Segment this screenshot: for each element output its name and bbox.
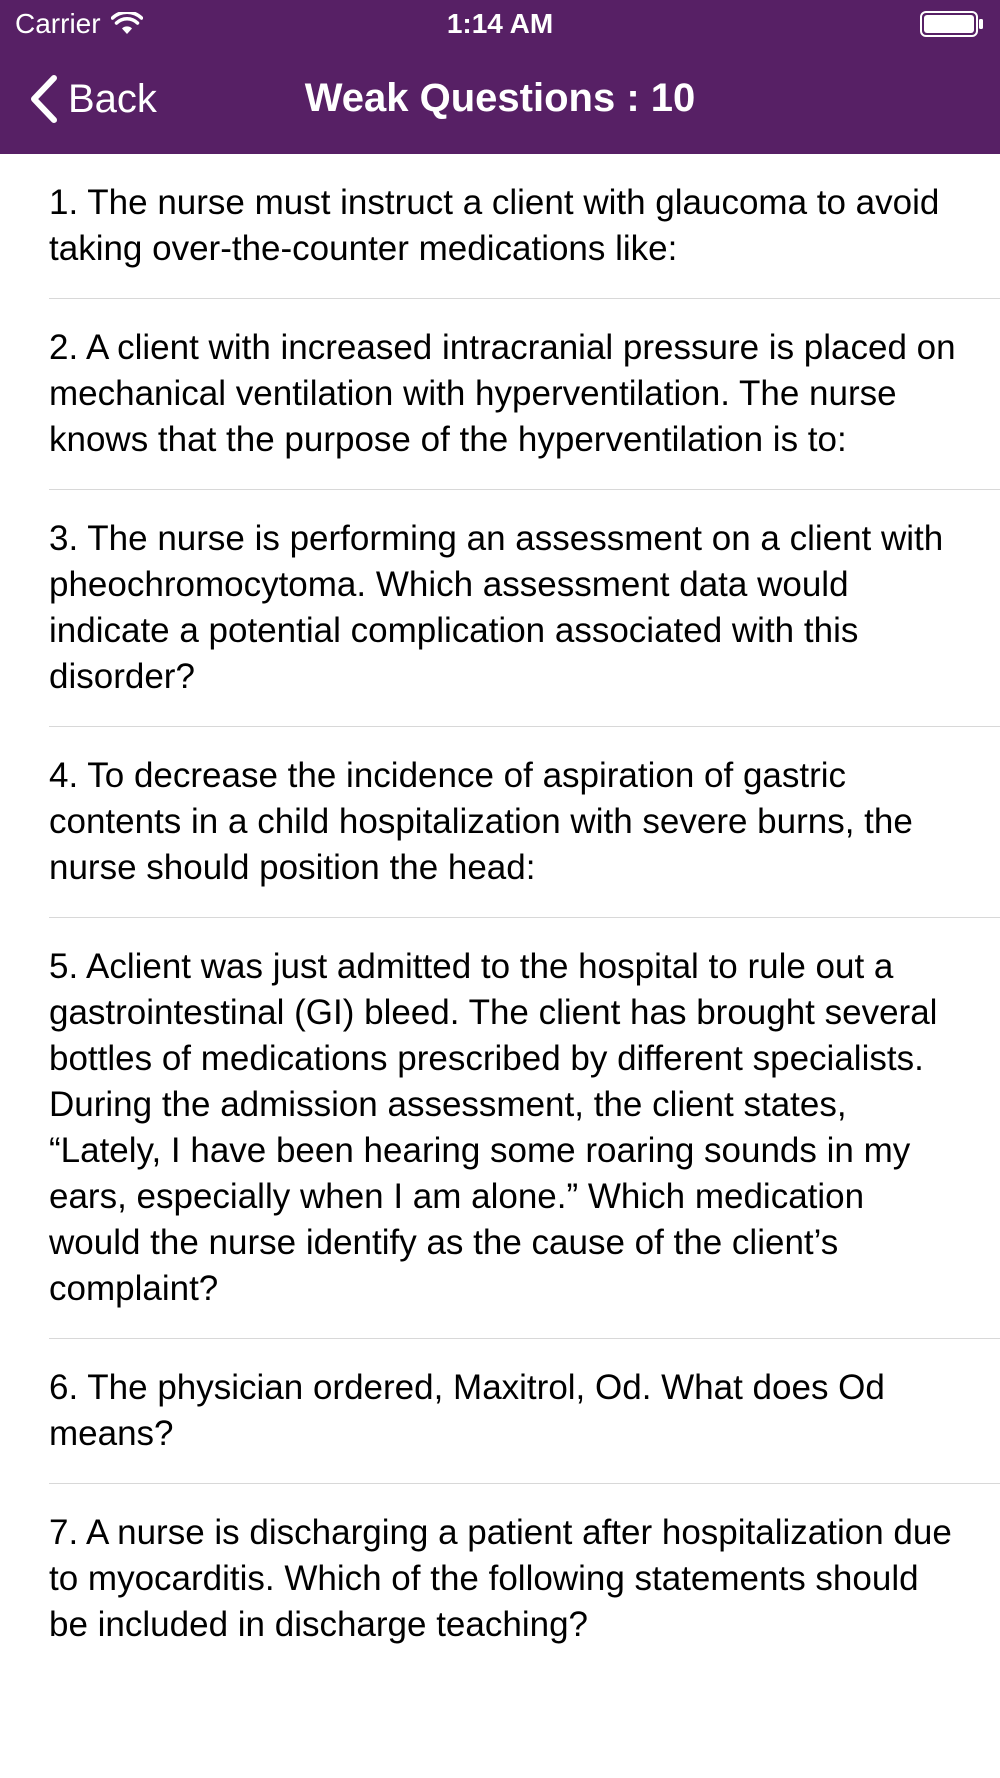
page-title: Weak Questions : 10 [304, 76, 696, 120]
question-item-6[interactable]: 6. The physician ordered, Maxitrol, Od. What does Od means? [49, 1339, 1000, 1484]
weak-questions-list [0, 154, 1000, 1674]
question-item-4[interactable]: 4. To decrease the incidence of aspiration of gastric contents in a child hospitalization with severe burns, the nurse should position the head: [49, 727, 1000, 918]
battery-icon [920, 11, 984, 42]
question-item-3[interactable]: 3. The nurse is performing an assessment on a client with pheochromocytoma. Which assessment data would indicate a potential complication associated with this disorder? [49, 490, 1000, 727]
back-label: Back [68, 76, 157, 121]
question-item-7[interactable]: 7. A nurse is discharging a patient after hospitalization due to myocarditis. Which of the following statements should be included in discharge teaching? [49, 1513, 952, 1644]
status-time: 1:14 AM [446, 8, 554, 39]
app-header [0, 0, 1000, 154]
status-bar [0, 0, 1000, 50]
question-item-1[interactable]: 1. The nurse must instruct a client with glaucoma to avoid taking over-the-counter medications like: [49, 154, 1000, 299]
carrier-label: Carrier [15, 8, 101, 39]
question-item-5[interactable]: 5. Aclient was just admitted to the hospital to rule out a gastrointestinal (GI) bleed. The client has brought several bottles of medications prescribed by different specialists. During the admission assessment, the client states, “Lately, I have been hearing some roaring sounds in my ears, especially when I am alone.” Which medication would the nurse identify as the cause of the client’s complaint? [49, 918, 1000, 1339]
navigation-bar [0, 50, 1000, 154]
question-item-2[interactable]: 2. A client with increased intracranial pressure is placed on mechanical ventilation with hyperventilation. The nurse knows that the purpose of the hyperventilation is to: [49, 299, 1000, 490]
